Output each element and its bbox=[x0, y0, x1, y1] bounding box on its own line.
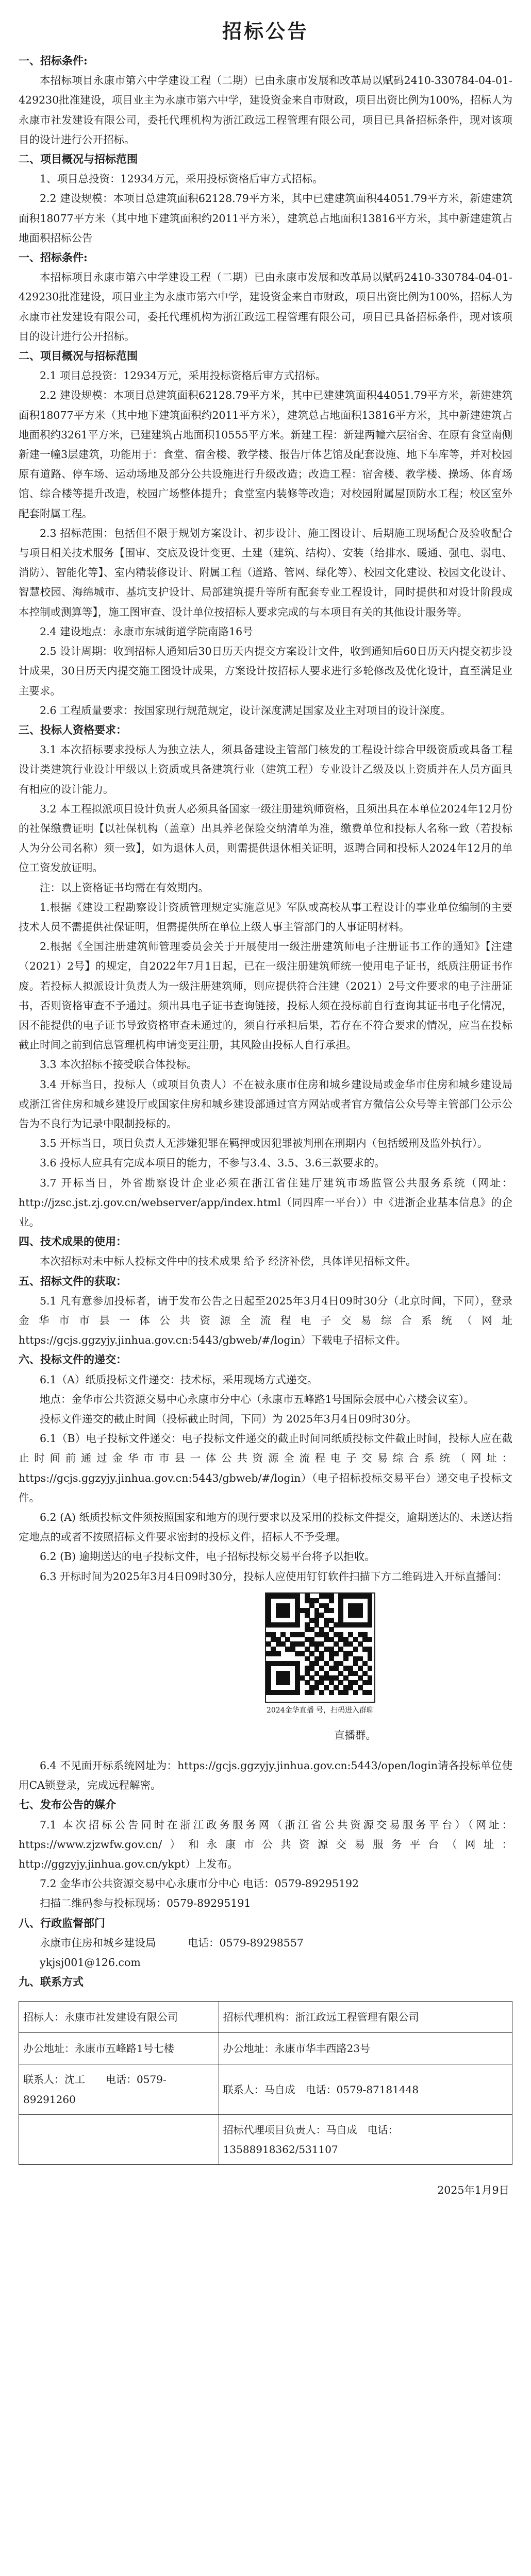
section-paragraph: 2.根据《全国注册建筑师管理委员会关于开展使用一级注册建筑师电子注册证书工作的通知》【注建（2021）2号】的规定，自2022年7月1日起，已在一级注册建筑师统一使用电子证书，纸质注册证书作废。若投标人拟派设计负责人为一级注册建筑师，则应提供符合注建（2021）2号文件要求的电子注册证书，否则资格审查不予通过。须出具电子证书查询链接，投标人须在投标前自行查询其证书电子化情况，因不能提供的电子证书导致资格审查未通过的，须自行承担后果，若存在不符合要求的情况，应当在投标截止时间之前到信息管理机构申请变更注册，其风险由投标人自行承担。 bbox=[19, 940, 512, 1052]
section-paragraph: 7.2 金华市公共资源交易中心永康市分中心 电话：0579-89295192 bbox=[40, 1877, 359, 1890]
section-paragraph: 2.1 项目总投资：12934万元，采用投标资格后审方式招标。 bbox=[40, 369, 326, 382]
section-paragraph: 3.2 本工程拟派项目设计负责人必须具备国家一级注册建筑师资格，且须出具在本单位2024年12月份的社保缴费证明【以社保机构（盖章）出具养老保险交纳清单为准，缴费单位和投标人名称一致（若投标人为分公司名称）须一致】，如为退休人员，则需提供退休相关证明，返聘合同和投标人2024年12月的单位工资发放证明。 bbox=[19, 802, 512, 874]
contact-row bbox=[19, 2002, 512, 2033]
section-paragraph: 6.1（B）电子投标文件递交：电子投标文件递交的截止时间同纸质投标文件截止时间，投标人应在截止时间前通过金华市市县一体公共资源全流程电子交易综合系统（网址：https://gcjs.ggzyjy.jinhua.gov.cn:5443/gbweb/#/login）（电子招标投标交易平台）递交电子投标文件。 bbox=[19, 1432, 512, 1504]
section-paragraph: 2.3 招标范围：包括但不限于规划方案设计、初步设计、施工图设计、后期施工现场配合及验收配合与项目相关技术服务【围审、交底及设计变更、土建（建筑、结构）、安装（给排水、暖通、强电、弱电、消防）、智能化等】、室内精装修设计、附属工程（道路、管网、绿化等）、校园文化建设、校园文化设计、智慧校园、海绵城市、基坑支护设计、局部建筑提升等所有配套专业工程设计，同时提供和对设计阶段成本控制或测算等】，施工图审查、设计单位按招标人要求完成的与本项目有关的其他设计服务等。 bbox=[19, 527, 512, 618]
contact-cell-right bbox=[219, 2002, 512, 2033]
section-paragraph: 2.6 工程质量要求：按国家现行规范规定，设计深度满足国家及业主对项目的设计深度。 bbox=[40, 704, 451, 717]
section-paragraph: 6.2 (A) 纸质投标文件须按照国家和地方的现行要求以及采用的投标文件提交，逾期送达的、未送达指定地点的或者不按照招标文件要求密封的投标文件，招标人不予受理。 bbox=[19, 1511, 512, 1544]
section-heading: 四、技术成果的使用： bbox=[19, 1235, 127, 1248]
section-paragraph: ykjsj001@126.com bbox=[40, 1956, 141, 1969]
page-title: 招标公告 bbox=[222, 20, 309, 43]
contact-left: 办公地址：永康市五峰路1号七楼 bbox=[23, 2042, 174, 2055]
section-paragraph: 6.2 (B) 逾期送达的电子投标文件，电子招标投标交易平台将予以拒收。 bbox=[40, 1550, 375, 1563]
contact-row bbox=[19, 2114, 512, 2164]
contact-right: 联系人：马自成 bbox=[223, 2083, 295, 2096]
section-paragraph: 地点：金华市公共资源交易中心永康市分中心（永康市五峰路1号国际会展中心六楼会议室）。 bbox=[40, 1393, 475, 1405]
section-paragraph: 本招标项目永康市第六中学建设工程（二期）已由永康市发展和改革局以赋码2410-330784-04-01-429230批准建设，项目业主为永康市第六中学，建设资金来自市财政，项目出资比例为100%，招标人为永康市社发建设有限公司，委托代理机构为浙江政远工程管理有限公司，项目已具备招标条件，现对该项目的设计进行公开招标。 bbox=[19, 271, 512, 343]
announcement-date: 2025年1月9日 bbox=[437, 2184, 509, 2197]
section-paragraph: 6.3 开标时间为2025年3月4日09时30分，投标人应使用钉钉软件扫描下方二维码进入开标直播间： bbox=[40, 1570, 508, 1583]
section-paragraph: 2.2 建设规模：本项目总建筑面积62128.79平方米，其中已建建筑面积44051.79平方米，新建建筑面积18077平方米（其中地下建筑面积约2011平方米），建筑总占地面积13816平方米，其中新建建筑占地面积约3261平方米，已建建筑占地面积10555平方米。新建工程：新建两幢六层宿舍、在原有食堂南侧新建一幢3层建筑，功能用于：食堂、宿舍楼、教学楼、报告厅体艺馆及配套设施、地下车库等，并对校园原有道路、停车场、运动场地及部分公共设施进行升级改造；改造工程：宿舍楼、教学楼、操场、体育场馆、综合楼等提升改造，校园广场整体提升；食堂室内装修等改造；对校园附属屋顶防水工程；校区室外配套附属工程。 bbox=[19, 389, 512, 520]
section-paragraph: 2.5 设计周期：收到招标人通知后30日历天内提交方案设计文件，收到通知后60日历天内提交初步设计成果，30日历天内提交施工图设计成果，方案设计按招标人要求进行多轮修改及优化设计，直至满足业主要求。 bbox=[19, 645, 512, 697]
contact-row bbox=[19, 2033, 512, 2064]
contact-right: 招标代理机构：浙江政远工程管理有限公司 bbox=[223, 2011, 419, 2024]
section-paragraph: 1、项目总投资：12934万元，采用投标资格后审方式招标。 bbox=[40, 173, 323, 185]
contact-cell-right bbox=[219, 2114, 512, 2164]
contact-cell-left bbox=[19, 2114, 219, 2164]
section-paragraph: 本次招标对未中标人投标文件中的技术成果 给予 经济补偿，具体详见招标文件。 bbox=[40, 1255, 417, 1268]
section-heading: 六、投标文件的递交： bbox=[19, 1353, 127, 1366]
section-paragraph: 3.3 本次招标不接受联合体投标。 bbox=[40, 1058, 197, 1071]
section-paragraph: 永康市住房和城乡建设局 电话：0579-89298557 bbox=[40, 1936, 304, 1949]
qr-label: 直播群。 bbox=[334, 1729, 376, 1742]
section-paragraph: 5.1 凡有意参加投标者，请于发布公告之日起至2025年3月4日09时30分（北京时间，下同），登录金华市市县一体公共资源全流程电子交易综合系统（网址https://gcjs.ggzyjy.jinhua.gov.cn:5443/gbweb/#/login）下载电子招标文件。 bbox=[19, 1294, 512, 1347]
section-heading: 一、招标条件: bbox=[19, 54, 88, 67]
section-paragraph: 1.根据《建设工程勘察设计资质管理规定实施意见》军队或高校从事工程设计的事业单位编制的主要技术人员不需提供社保证明，但需提供所在单位上级人事主管部门的人事证明材料。 bbox=[19, 901, 512, 933]
section-heading: 二、项目概况与招标范围 bbox=[19, 152, 138, 166]
section-paragraph: 2.2 建设规模：本项目总建筑面积62128.79平方米，其中已建建筑面积44051.79平方米，新建建筑面积18077平方米（其中地下建筑面积约2011平方米），建筑总占地面积13816平方米，其中新建建筑占地面积招标公告 bbox=[19, 192, 512, 244]
contact-left: 招标人：永康市社发建设有限公司 bbox=[23, 2011, 178, 2024]
qr-block bbox=[261, 1592, 379, 1715]
section-paragraph: 3.5 开标当日，项目负责人无涉嫌犯罪在羁押或因犯罪被判刑在刑期内（包括缓刑及监外执行）。 bbox=[40, 1137, 488, 1150]
contact-left: 联系人：沈工 bbox=[23, 2073, 85, 2086]
contact-cell-right bbox=[219, 2033, 512, 2064]
section-paragraph: 投标文件递交的截止时间（投标截止时间，下同）为 2025年3月4日09时30分。 bbox=[40, 1413, 417, 1426]
contact-table bbox=[19, 2001, 512, 2165]
section-paragraph: 3.1 本次招标要求投标人为独立法人，须具备建设主管部门核发的工程设计综合甲级资质或具备工程设计类建筑行业设计甲级以上资质或具备建筑行业（建筑工程）专业设计乙级及以上资质并在人员方面具有相应的设计能力。 bbox=[19, 743, 512, 795]
contact-right: 办公地址：永康市华丰西路23号 bbox=[223, 2042, 371, 2055]
contact-left-phone: 电话：0579-89291260 bbox=[23, 2073, 167, 2106]
section-paragraph: 注：以上资格证书均需在有效期内。 bbox=[40, 881, 209, 894]
contact-row bbox=[19, 2064, 512, 2114]
section-heading: 五、招标文件的获取： bbox=[19, 1274, 127, 1287]
section-heading: 一、招标条件: bbox=[19, 251, 88, 264]
section-paragraph: 6.1（A）纸质投标文件递交：技术标，采用现场方式递交。 bbox=[40, 1373, 318, 1386]
contact-right: 招标代理项目负责人：马自成 bbox=[223, 2123, 357, 2136]
contact-right-phone: 电话：13588918362/531107 bbox=[223, 2123, 399, 2156]
section-paragraph: 6.4 不见面开标系统网址为：https://gcjs.ggzyjy.jinhua.gov.cn:5443/open/login请各投标单位使用CA锁登录，完成远程解密。 bbox=[19, 1759, 512, 1792]
contact-cell-left bbox=[19, 2033, 219, 2064]
section-heading: 三、投标人资格要求： bbox=[19, 723, 127, 736]
announcement-body bbox=[0, 51, 531, 2200]
section-paragraph: 2.4 建设地点：永康市东城街道学院南路16号 bbox=[40, 625, 253, 638]
qr-code-icon bbox=[265, 1592, 375, 1703]
section-heading: 九、联系方式 bbox=[19, 1975, 84, 1989]
section-paragraph: 3.6 投标人应具有完成本项目的能力，不参与3.4、3.5、3.6三款要求的。 bbox=[40, 1157, 385, 1170]
contact-cell-left bbox=[19, 2064, 219, 2114]
section-paragraph: 本招标项目永康市第六中学建设工程（二期）已由永康市发展和改革局以赋码2410-330784-04-01-429230批准建设，项目业主为永康市第六中学，建设资金来自市财政，项目出资比例为100%，招标人为永康市社发建设有限公司，委托代理机构为浙江政远工程管理有限公司，项目已具备招标条件，现对该项目的设计进行公开招标。 bbox=[19, 74, 512, 146]
section-heading: 二、项目概况与招标范围 bbox=[19, 349, 138, 363]
contact-cell-right bbox=[219, 2064, 512, 2114]
section-paragraph: 3.4 开标当日，投标人（或项目负责人）不在被永康市住房和城乡建设局或金华市住房和城乡建设局或浙江省住房和城乡建设厅或国家住房和城乡建设部通过官方网站或者官方微信公众号等主管部门公示公告为不良行为记录中限制投标的。 bbox=[19, 1078, 512, 1130]
contact-right-phone: 电话：0579-87181448 bbox=[305, 2083, 419, 2096]
section-paragraph: 3.7 开标当日，外省勘察设计企业必须在浙江省住建厅建筑市场监管公共服务系统（网址：http://jzsc.jst.zj.gov.cn/webserver/app/index.html（同四库一平台））中《进浙企业基本信息》的企业。 bbox=[19, 1176, 512, 1228]
section-paragraph: 7.1 本次招标公告同时在浙江政务服务网（浙江省公共资源交易服务平台）（网址：https://www.zjzwfw.gov.cn/）和永康市公共资源交易服务平台（网址：http://ggzyjy.jinhua.gov.cn/ykpt）上发布。 bbox=[19, 1818, 512, 1871]
section-paragraph: 扫描二维码参与投标现场：0579-89295191 bbox=[40, 1897, 251, 1910]
section-heading: 七、发布公告的媒介 bbox=[19, 1798, 116, 1811]
contact-cell-left bbox=[19, 2002, 219, 2033]
qr-caption: 2024金华直播 号，扫码进入群聊 bbox=[266, 1706, 374, 1715]
section-heading: 八、行政监督部门 bbox=[19, 1916, 105, 1929]
